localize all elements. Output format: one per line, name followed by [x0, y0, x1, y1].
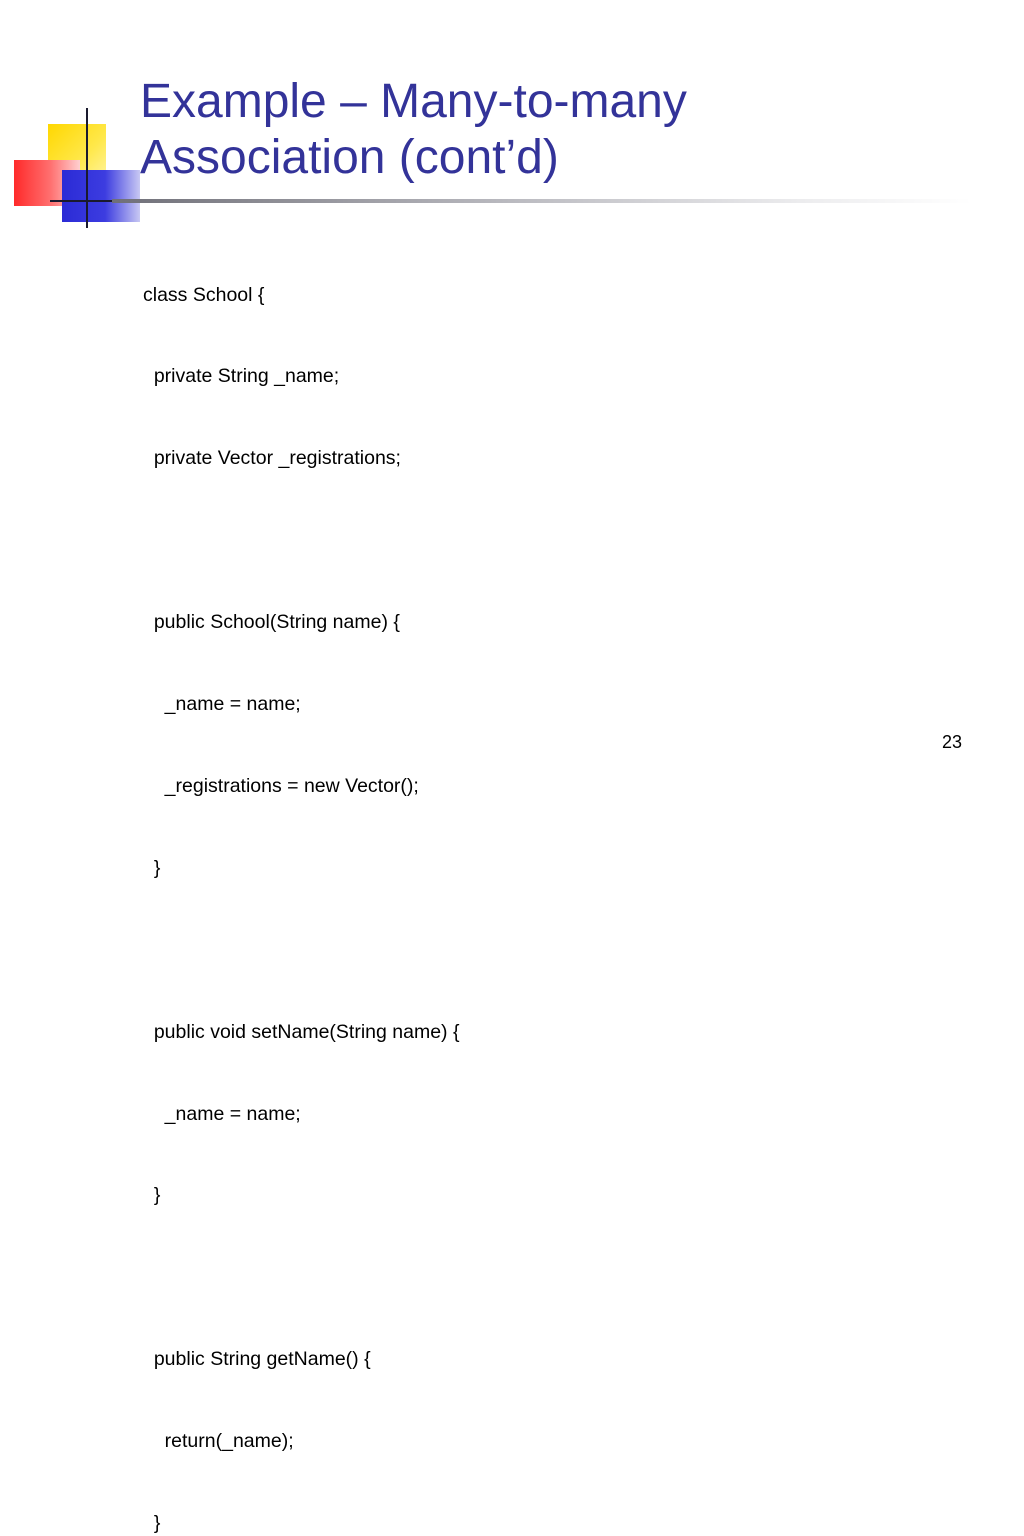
code-line: public String getName() { [143, 1348, 371, 1371]
code-line: } [143, 1511, 161, 1534]
code-line: class School { [143, 283, 265, 306]
code-line: _registrations = new Vector(); [143, 774, 419, 797]
slide-template-logo-icon [0, 0, 140, 240]
code-line: private Vector _registrations; [143, 447, 401, 470]
code-line: _name = name; [143, 1102, 301, 1125]
code-line: public void setName(String name) { [143, 1020, 460, 1043]
slide-title-line-2: Association (cont’d) [140, 131, 559, 184]
code-line [143, 937, 459, 964]
logo-vertical-line [86, 108, 88, 228]
code-line: private String _name; [143, 365, 340, 388]
code-line: } [143, 1184, 161, 1207]
page-number: 23 [941, 732, 962, 752]
code-line [143, 527, 459, 554]
code-line: public School(String name) { [143, 611, 400, 634]
code-line [143, 1264, 459, 1291]
code-line: _name = name; [143, 693, 301, 716]
code-block [143, 227, 459, 1536]
title-divider [112, 199, 972, 203]
logo-blue-square [62, 170, 140, 222]
code-line: } [143, 856, 161, 879]
slide-title-line-1: Example – Many-to-many [140, 75, 687, 128]
code-line: return(_name); [143, 1430, 294, 1453]
slide-title [140, 74, 687, 186]
